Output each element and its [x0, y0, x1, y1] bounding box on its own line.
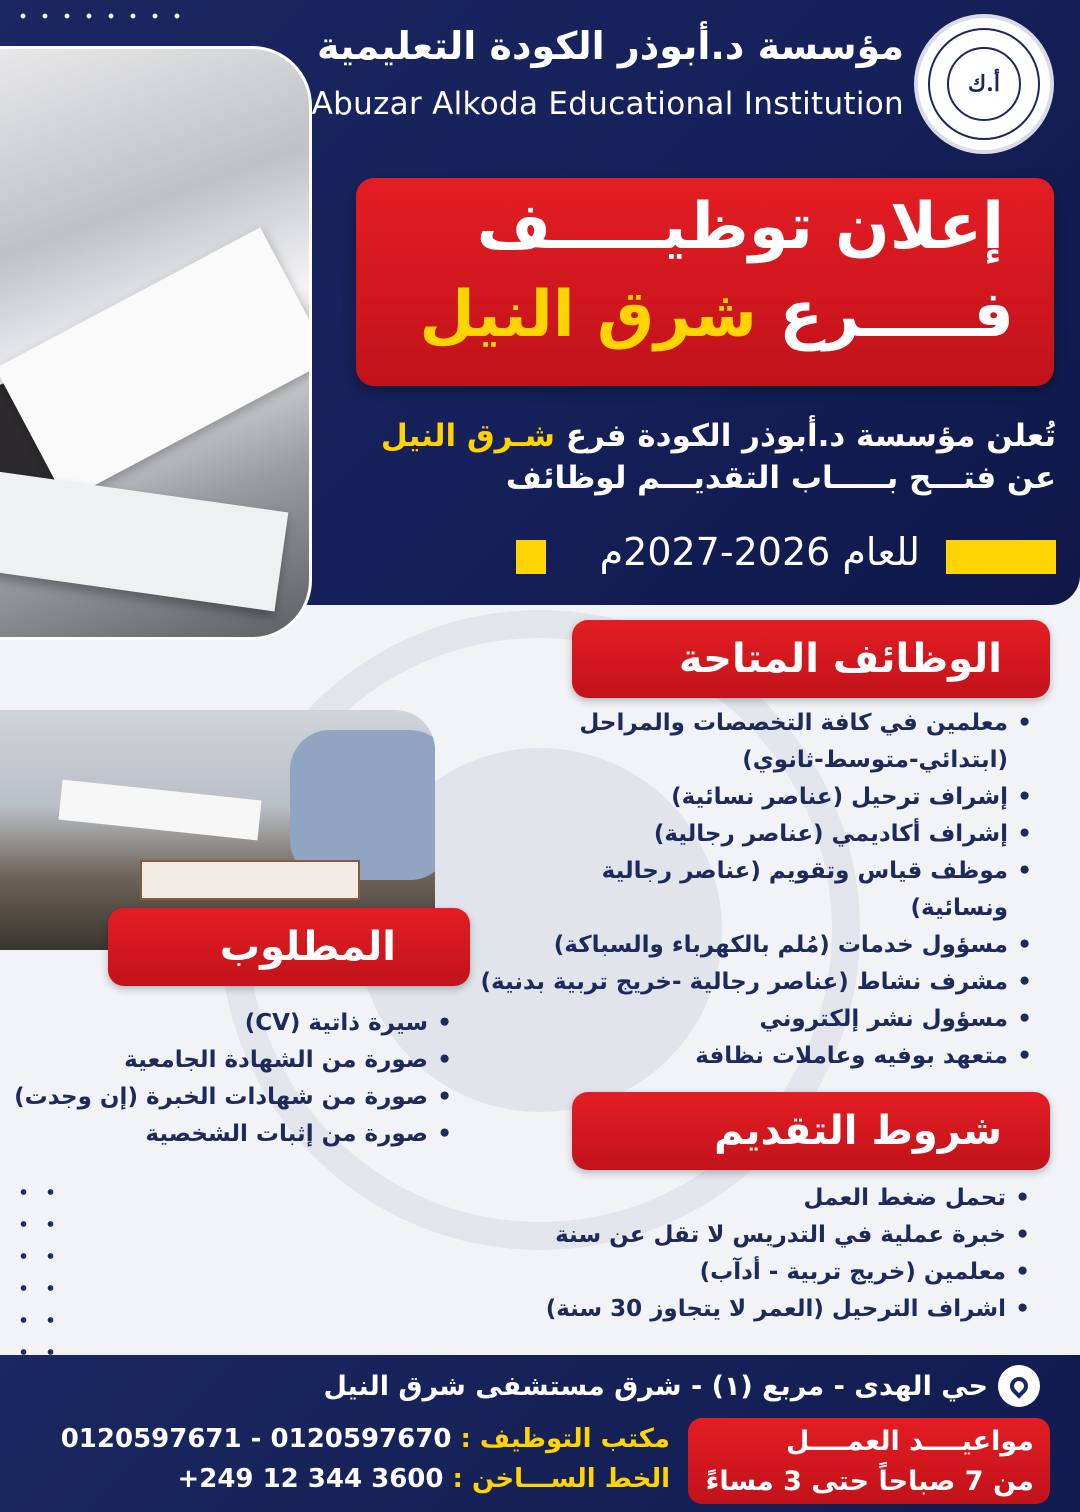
location-row [323, 1366, 1040, 1406]
office-photo-documents [0, 46, 312, 640]
conditions-list [546, 1180, 1030, 1328]
banner-branch-name: شرق النيل [419, 278, 757, 352]
list-item: • متعهد بوفيه وعاملات نظافة [481, 1038, 1032, 1075]
list-item: • صورة من إثبات الشخصية [14, 1116, 452, 1153]
office-phone-numbers[interactable]: 0120597671 - 0120597670 [60, 1424, 452, 1454]
academic-year: للعام 2026-2027م [599, 530, 920, 574]
working-hours-value: من 7 صباحاً حتى 3 مساءً [705, 1466, 1034, 1497]
academic-year-row [516, 530, 1056, 578]
hotline-label: الخط الســـاخن : [452, 1464, 670, 1494]
jobs-list [481, 705, 1032, 1075]
intro-line-2: عن فتـــح بـــــاب التقديـــم لوظائف [505, 460, 1056, 496]
logo-monogram: أ.ك [947, 47, 1021, 121]
office-contact [61, 1424, 670, 1454]
year-accent-bar [946, 540, 1056, 574]
working-hours-title: مواعيــــد العمــــل [785, 1426, 1034, 1457]
list-item: • إشراف ترحيل (عناصر نسائية) [481, 779, 1032, 816]
list-item: • اشراف الترحيل (العمر لا يتجاوز 30 سنة) [546, 1291, 1030, 1328]
list-item: • إشراف أكاديمي (عناصر رجالية) [481, 816, 1032, 853]
list-item: ونسائية) [910, 895, 1008, 921]
jobs-section-title: الوظائف المتاحة [572, 620, 1050, 698]
institution-name-english: Abuzar Alkoda Educational Institution [311, 86, 904, 122]
location-pin-icon [998, 1365, 1040, 1407]
hiring-banner [356, 178, 1054, 386]
conditions-section-title: شروط التقديم [572, 1092, 1050, 1170]
list-item: • خبرة عملية في التدريس لا تقل عن سنة [546, 1217, 1030, 1254]
list-item: • صورة من شهادات الخبرة (إن وجدت) [14, 1079, 452, 1116]
required-list [14, 1005, 452, 1153]
list-item: • معلمين في كافة التخصصات والمراحل [481, 705, 1032, 742]
list-item: • صورة من الشهادة الجامعية [14, 1042, 452, 1079]
institution-logo [914, 14, 1054, 154]
list-item: • مشرف نشاط (عناصر رجالية -خريج تربية بدنية) [481, 964, 1032, 1001]
year-accent-square [516, 540, 546, 574]
decorative-dots-top [12, 6, 192, 26]
decorative-dots-side [10, 1176, 64, 1356]
required-section-title: المطلوب [108, 908, 470, 986]
intro-line-1 [381, 418, 1056, 454]
hotline-phone-number[interactable]: +249 12 344 3600 [177, 1464, 444, 1494]
working-hours-box [688, 1418, 1050, 1504]
banner-branch-prefix: فـــــرع [779, 278, 1014, 352]
intro-line-1-text: تُعلن مؤسسة د.أبوذر الكودة فرع [565, 418, 1056, 454]
institution-name-arabic: مؤسسة د.أبوذر الكودة التعليمية [316, 24, 904, 68]
office-label: مكتب التوظيف : [460, 1424, 670, 1454]
list-item: • سيرة ذاتية (CV) [14, 1005, 452, 1042]
banner-title: إعلان توظيـــــف [476, 190, 1004, 264]
list-item: • مسؤول نشر إلكتروني [481, 1001, 1032, 1038]
list-item: • موظف قياس وتقويم (عناصر رجالية [481, 853, 1032, 890]
list-item: • تحمل ضغط العمل [546, 1180, 1030, 1217]
banner-branch [419, 278, 1014, 352]
intro-branch-highlight: شـرق النيل [380, 418, 556, 454]
list-item: • مسؤول خدمات (مُلم بالكهرباء والسباكة) [481, 927, 1032, 964]
list-item: (ابتدائي-متوسط-ثانوي) [742, 747, 1008, 773]
location-address: حي الهدى - مربع (١) - شرق مستشفى شرق النيل [323, 1370, 988, 1402]
list-item: • معلمين (خريج تربية - أدآب) [546, 1254, 1030, 1291]
hotline-contact [177, 1464, 670, 1494]
